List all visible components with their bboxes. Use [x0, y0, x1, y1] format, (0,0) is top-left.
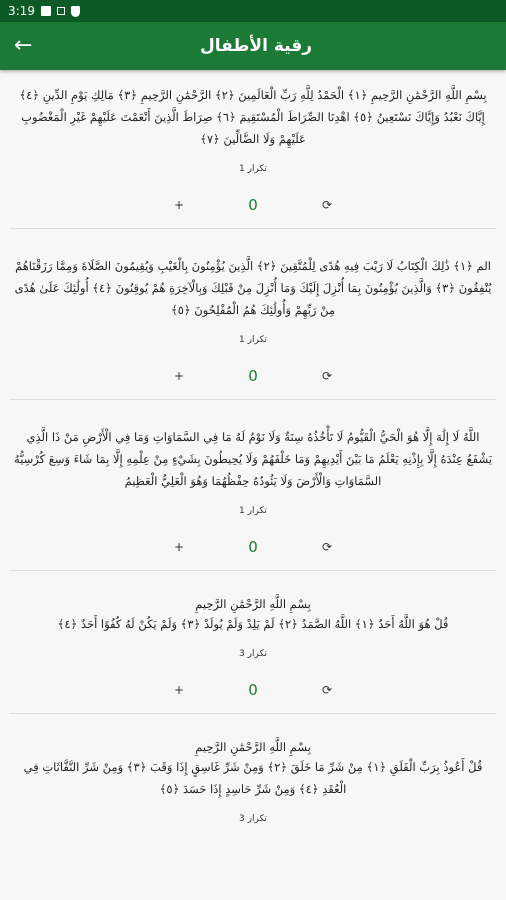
ayah-text: قُلْ أَعُوذُ بِرَبِّ الْفَلَقِ ﴿١﴾ مِنْ شَرِّ مَا خَلَقَ ﴿٢﴾ وَمِنْ شَرِّ غَاسِقٍ إِذَا وَقَبَ ﴿٣﴾ وَمِنْ شَرِّ النَّفَّاثَاتِ فِي الْعُقَدِ ﴿٤﴾ وَمِنْ شَرِّ حَاسِدٍ إِذَا حَسَدَ ﴿٥﴾: [23, 760, 483, 796]
dhikr-card: [10, 247, 496, 400]
content-list: [0, 70, 506, 860]
counter-value: 0: [248, 681, 258, 699]
ayah-text: الم ﴿١﴾ ذَٰلِكَ الْكِتَابُ لَا رَيْبَ فِيهِ هُدًى لِلْمُتَّقِينَ ﴿٢﴾ الَّذِينَ يُؤْمِنُونَ بِالْغَيْبِ وَيُقِيمُونَ الصَّلَاةَ وَمِمَّا رَزَقْنَاهُمْ يُنْفِقُونَ ﴿٣﴾ وَالَّذِينَ يُؤْمِنُونَ بِمَا أُنْزِلَ إِلَيْكَ وَمَا أُنْزِلَ مِنْ قَبْلِكَ وَبِالْآخِرَةِ هُمْ يُوقِنُونَ ﴿٤﴾ أُولَٰئِكَ عَلَىٰ هُدًى مِنْ رَبِّهِمْ وَأُولَٰئِكَ هُمُ الْمُفْلِحُونَ ﴿٥﴾: [14, 259, 492, 317]
status-time: 3:19: [8, 4, 35, 18]
counter-controls: [14, 196, 492, 214]
arrow-left-icon[interactable]: ←: [14, 33, 33, 58]
plus-button[interactable]: +: [173, 198, 185, 212]
counter-controls: [14, 681, 492, 699]
image-icon: [57, 7, 65, 15]
notification-icon: [41, 6, 51, 16]
plus-button[interactable]: +: [173, 540, 185, 554]
repeat-label: تكرار 3: [239, 814, 267, 824]
page-title: رقية الأطفال: [200, 36, 312, 56]
ayah-text: اللَّهُ لَا إِلَٰهَ إِلَّا هُوَ الْحَيُّ الْقَيُّومُ لَا تَأْخُذُهُ سِنَةٌ وَلَا نَوْمٌ لَهُ مَا فِي السَّمَاوَاتِ وَمَا فِي الْأَرْضِ مَنْ ذَا الَّذِي يَشْفَعُ عِنْدَهُ إِلَّا بِإِذْنِهِ يَعْلَمُ مَا بَيْنَ أَيْدِيهِمْ وَمَا خَلْفَهُمْ وَلَا يُحِيطُونَ بِشَيْءٍ مِنْ عِلْمِهِ إِلَّا بِمَا شَاءَ وَسِعَ كُرْسِيُّهُ السَّمَاوَاتِ وَالْأَرْضَ وَلَا يَئُودُهُ حِفْظُهُمَا وَهُوَ الْعَلِيُّ الْعَظِيمُ: [14, 430, 492, 488]
basmala-title: بِسْمِ اللَّهِ الرَّحْمَٰنِ الرَّحِيمِ: [195, 740, 311, 754]
repeat-label: تكرار 1: [239, 506, 267, 516]
shield-icon: [71, 6, 80, 17]
dhikr-card: [10, 418, 496, 571]
plus-button[interactable]: +: [173, 683, 185, 697]
counter-controls: [14, 367, 492, 385]
repeat-label: تكرار 1: [239, 164, 267, 174]
basmala-title: بِسْمِ اللَّهِ الرَّحْمَٰنِ الرَّحِيمِ: [195, 597, 311, 611]
status-bar: [0, 0, 506, 22]
counter-value: 0: [248, 367, 258, 385]
repeat-label: تكرار 1: [239, 335, 267, 345]
counter-value: 0: [248, 196, 258, 214]
app-bar: [0, 22, 506, 70]
counter-controls: [14, 538, 492, 556]
reset-icon[interactable]: ⟳: [321, 369, 333, 383]
counter-value: 0: [248, 538, 258, 556]
repeat-label: تكرار 3: [239, 649, 267, 659]
dhikr-card: [10, 589, 496, 714]
ayah-text: بِسْمِ اللَّهِ الرَّحْمَٰنِ الرَّحِيمِ ﴿١﴾ الْحَمْدُ لِلَّهِ رَبِّ الْعَالَمِينَ ﴿٢﴾ الرَّحْمَٰنِ الرَّحِيمِ ﴿٣﴾ مَالِكِ يَوْمِ الدِّينِ ﴿٤﴾ إِيَّاكَ نَعْبُدُ وَإِيَّاكَ نَسْتَعِينُ ﴿٥﴾ اهْدِنَا الصِّرَاطَ الْمُسْتَقِيمَ ﴿٦﴾ صِرَاطَ الَّذِينَ أَنْعَمْتَ عَلَيْهِمْ غَيْرِ الْمَغْضُوبِ عَلَيْهِمْ وَلَا الضَّالِّينَ ﴿٧﴾: [19, 88, 487, 146]
reset-icon[interactable]: ⟳: [321, 198, 333, 212]
ayah-text: قُلْ هُوَ اللَّهُ أَحَدٌ ﴿١﴾ اللَّهُ الصَّمَدُ ﴿٢﴾ لَمْ يَلِدْ وَلَمْ يُولَدْ ﴿٣﴾ وَلَمْ يَكُنْ لَهُ كُفُوًا أَحَدٌ ﴿٤﴾: [57, 617, 449, 631]
reset-icon[interactable]: ⟳: [321, 540, 333, 554]
reset-icon[interactable]: ⟳: [321, 683, 333, 697]
dhikr-card: [10, 76, 496, 229]
plus-button[interactable]: +: [173, 369, 185, 383]
dhikr-card: [10, 732, 496, 860]
